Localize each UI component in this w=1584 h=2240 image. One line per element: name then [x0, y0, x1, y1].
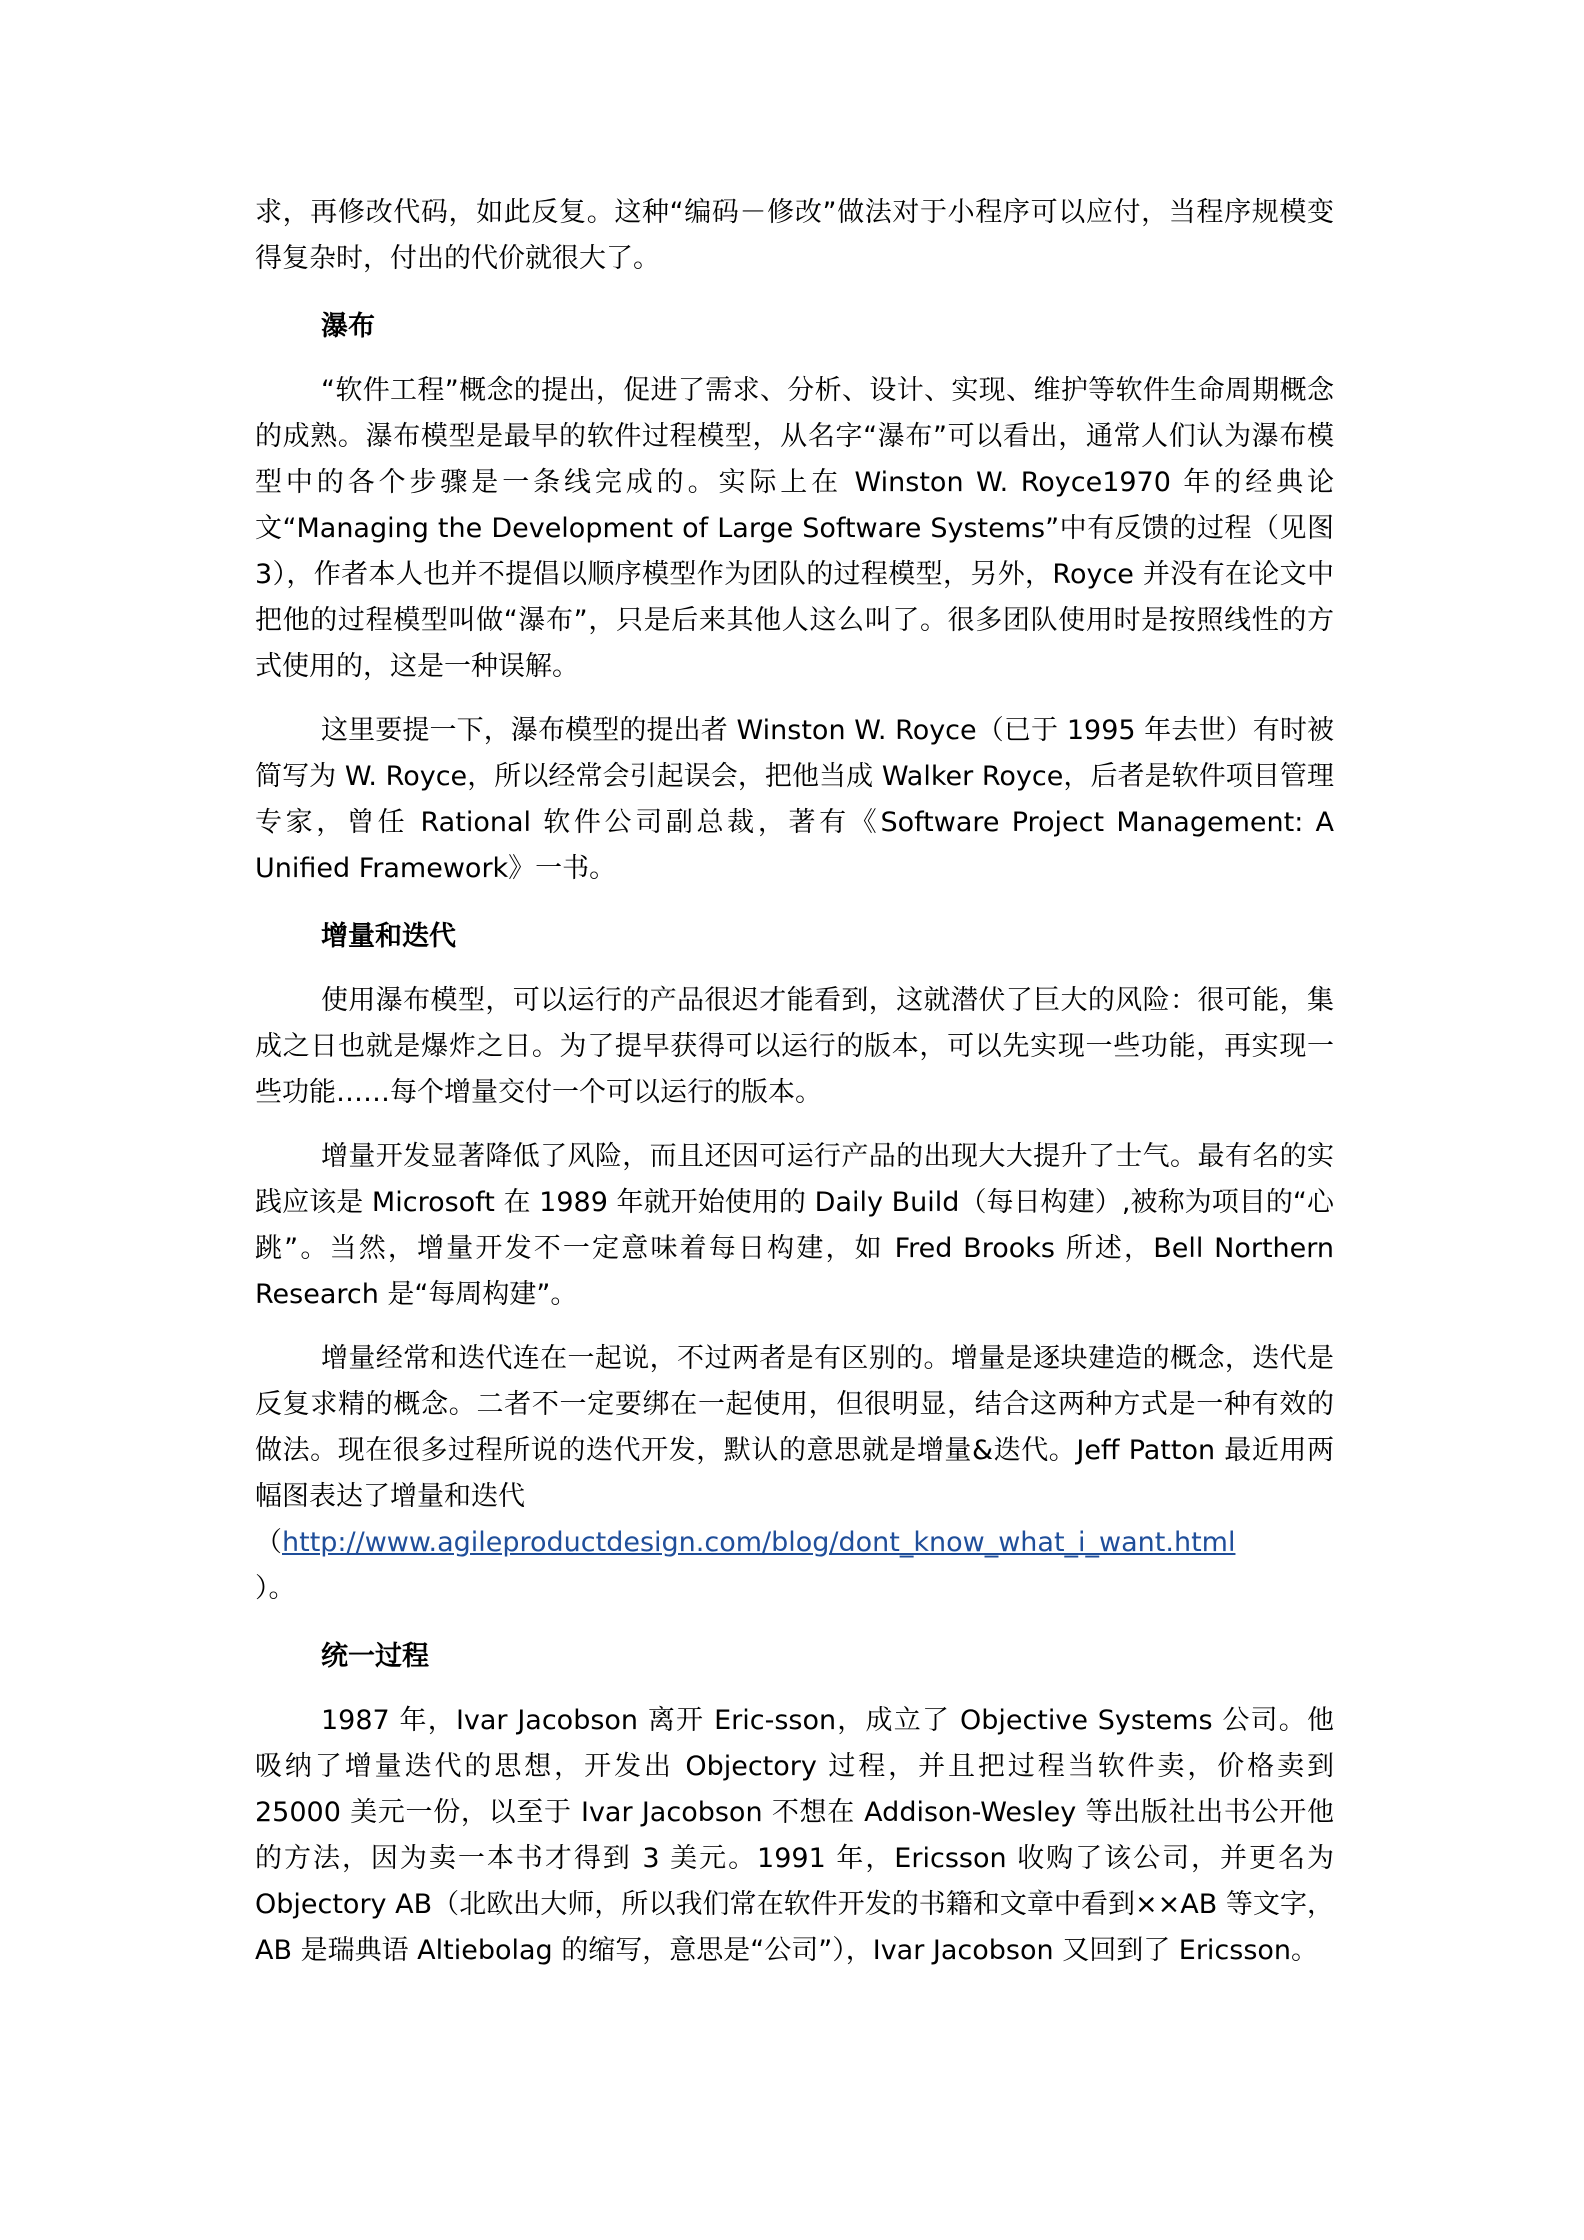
unified-process-paragraph-1: 1987 年，Ivar Jacobson 离开 Eric-sson，成立了 Objective Systems 公司。他吸纳了增量迭代的思想，开发出 Objectory 过程，并且把过程当软件卖，价格卖到 25000 美元一份，以至于 Ivar Jacobson 不想在 Addison-Wesley 等出版社出书公开他的方法，因为卖一本书才得到 3 美元。1991 年，Ericsson 收购了该公司，并更名为 Objectory AB（北欧出大师，所以我们常在软件开发的书籍和文章中看到××AB 等文字，AB 是瑞典语 Altiebolag 的缩写，意思是“公司”），Ivar Jacobson 又回到了 Ericsson。 [255, 1705, 1334, 1966]
open-paren: （ [255, 1527, 282, 1558]
incremental-paragraph-2: 增量开发显著降低了风险，而且还因可运行产品的出现大大提升了士气。最有名的实践应该是 Microsoft 在 1989 年就开始使用的 Daily Build（每日构建）,被称为项目的“心跳”。当然，增量开发不一定意味着每日构建，如 Fred Brooks 所述，Bell Northern Research 是“每周构建”。 [255, 1141, 1334, 1310]
section-heading-unified-process: 统一过程 [321, 1641, 429, 1672]
intro-paragraph: 求，再修改代码，如此反复。这种“编码－修改”做法对于小程序可以应付，当程序规模变得复杂时，付出的代价就很大了。 [255, 197, 1334, 274]
incremental-paragraph-3 [255, 1336, 1334, 1612]
jeff-patton-link[interactable]: http://www.agileproductdesign.com/blog/dont_know_what_i_want.html [282, 1527, 1236, 1558]
incremental-paragraph-1: 使用瀑布模型，可以运行的产品很迟才能看到，这就潜伏了巨大的风险：很可能，集成之日也就是爆炸之日。为了提早获得可以运行的版本，可以先实现一些功能，再实现一些功能……每个增量交付一个可以运行的版本。 [255, 985, 1334, 1108]
incremental-paragraph-3-text: 增量经常和迭代连在一起说，不过两者是有区别的。增量是逐块建造的概念，迭代是反复求精的概念。二者不一定要绑在一起使用，但很明显，结合这两种方式是一种有效的做法。现在很多过程所说的迭代开发，默认的意思就是增量&迭代。Jeff Patton 最近用两幅图表达了增量和迭代 [255, 1343, 1334, 1512]
section-heading-incremental-iterative: 增量和迭代 [321, 921, 456, 952]
waterfall-paragraph-2: 这里要提一下，瀑布模型的提出者 Winston W. Royce（已于 1995 年去世）有时被简写为 W. Royce，所以经常会引起误会，把他当成 Walker Royce，后者是软件项目管理专家，曾任 Rational 软件公司副总裁，著有《Software Project Management: A Unified Framework》一书。 [255, 715, 1334, 884]
close-paren: ）。 [255, 1573, 296, 1604]
section-heading-waterfall: 瀑布 [321, 311, 375, 342]
waterfall-paragraph-1: “软件工程”概念的提出，促进了需求、分析、设计、实现、维护等软件生命周期概念的成熟。瀑布模型是最早的软件过程模型，从名字“瀑布”可以看出，通常人们认为瀑布模型中的各个步骤是一条线完成的。实际上在 Winston W. Royce1970 年的经典论文“Managing the Development of Large Software Systems”中有反馈的过程（见图 3），作者本人也并不提倡以顺序模型作为团队的过程模型，另外，Royce 并没有在论文中把他的过程模型叫做“瀑布”，只是后来其他人这么叫了。很多团队使用时是按照线性的方式使用的，这是一种误解。 [255, 375, 1334, 682]
